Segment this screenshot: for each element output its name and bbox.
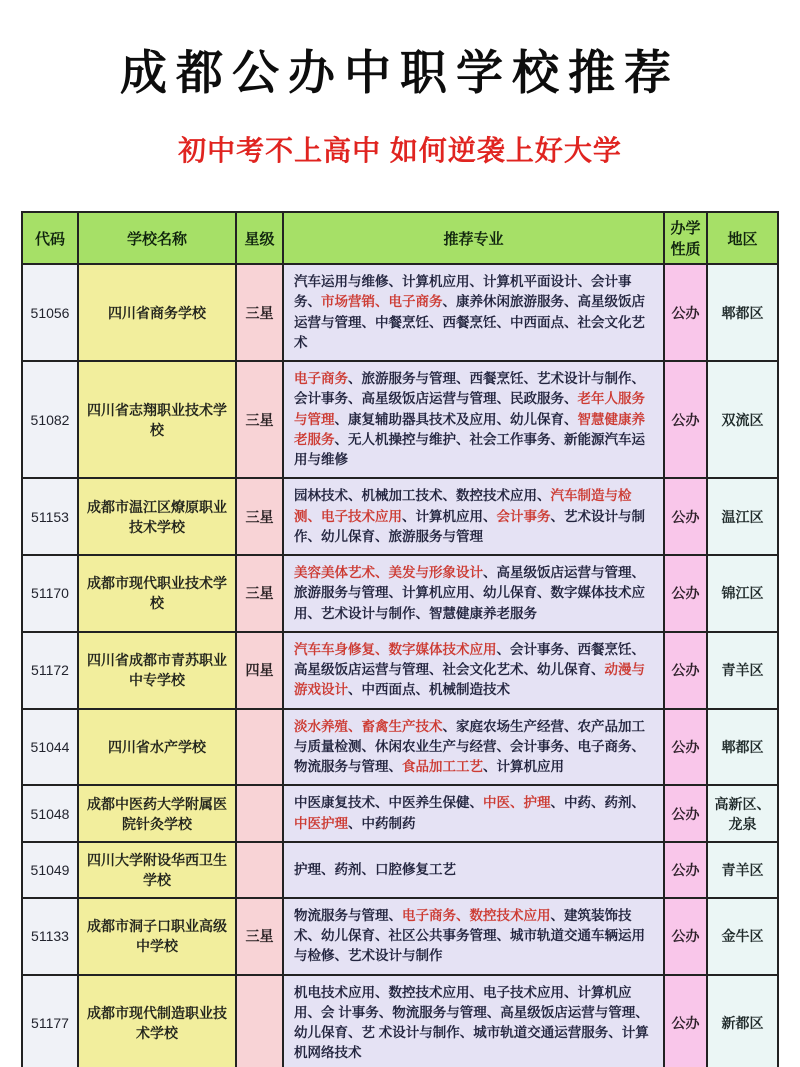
major-highlight-text: 电子商务 bbox=[294, 371, 348, 386]
nature-cell: 公办 bbox=[664, 555, 707, 632]
majors-cell bbox=[283, 975, 664, 1067]
school-name-cell: 成都市温江区燎原职业技术学校 bbox=[78, 478, 236, 555]
major-highlight-text: 智慧健康养老服务 bbox=[294, 411, 645, 447]
district-cell: 温江区 bbox=[707, 478, 778, 555]
district-cell: 锦江区 bbox=[707, 555, 778, 632]
table-row bbox=[22, 264, 778, 361]
major-highlight-text: 食品加工工艺 bbox=[402, 759, 483, 774]
nature-cell: 公办 bbox=[664, 842, 707, 898]
nature-cell: 公办 bbox=[664, 478, 707, 555]
column-header-code: 代码 bbox=[22, 212, 78, 264]
district-cell: 高新区、龙泉 bbox=[707, 785, 778, 842]
major-text: 、艺术设计与制作、幼儿保育、旅游服务与管理 bbox=[294, 508, 645, 544]
nature-cell: 公办 bbox=[664, 632, 707, 709]
table-row bbox=[22, 975, 778, 1067]
major-text: 汽车运用与维修、计算机应用、计算机平面设计、会计事务、 bbox=[294, 274, 632, 310]
major-text: 、中药制药 bbox=[348, 815, 416, 831]
table-row bbox=[22, 478, 778, 555]
star-level-cell bbox=[236, 709, 283, 786]
majors-cell bbox=[283, 898, 664, 975]
major-text: 、康养休闲旅游服务、高星级饭店运营与管理、中餐烹饪、西餐烹饪、中西面点、社会文化艺术 bbox=[294, 294, 645, 350]
star-level-cell: 四星 bbox=[236, 632, 283, 709]
district-cell: 青羊区 bbox=[707, 842, 778, 898]
major-highlight-text: 会计事务 bbox=[496, 508, 551, 524]
school-code-cell: 51170 bbox=[22, 555, 78, 632]
district-cell: 金牛区 bbox=[707, 898, 778, 975]
star-level-cell bbox=[236, 842, 283, 898]
table-row bbox=[22, 842, 778, 898]
major-highlight-text: 汽车车身修复、数字媒体技术应用 bbox=[294, 641, 497, 657]
school-name-cell: 四川省水产学校 bbox=[78, 709, 236, 786]
major-text: 、康复辅助器具技术及应用、幼儿保育、 bbox=[334, 411, 578, 427]
star-level-cell: 三星 bbox=[236, 264, 283, 361]
school-code-cell: 51082 bbox=[22, 361, 78, 478]
school-code-cell: 51133 bbox=[22, 898, 78, 975]
school-name-cell: 四川大学附设华西卫生学校 bbox=[78, 842, 236, 898]
nature-cell: 公办 bbox=[664, 361, 707, 478]
table-header-row bbox=[22, 212, 778, 264]
majors-cell bbox=[283, 842, 664, 898]
school-name-cell: 成都市洞子口职业高级中学校 bbox=[78, 898, 236, 975]
major-text: 、家庭农场生产经营、农产品加工与质量检测、休闲农业生产与经营、会计事务、电子商务、物流服务与管理、 bbox=[294, 718, 645, 774]
major-highlight-text: 电子商务、数控技术应用 bbox=[402, 907, 551, 923]
district-cell: 双流区 bbox=[707, 361, 778, 478]
star-level-cell: 三星 bbox=[236, 361, 283, 478]
school-code-cell: 51172 bbox=[22, 632, 78, 709]
school-name-cell: 成都市现代职业技术学校 bbox=[78, 555, 236, 632]
majors-cell bbox=[283, 709, 664, 786]
school-code-cell: 51056 bbox=[22, 264, 78, 361]
nature-cell: 公办 bbox=[664, 785, 707, 842]
district-cell: 郫都区 bbox=[707, 264, 778, 361]
major-highlight-text: 汽车制造与检测、电子技术应用 bbox=[294, 488, 632, 524]
table-row bbox=[22, 785, 778, 842]
majors-cell bbox=[283, 555, 664, 632]
school-name-cell: 成都中医药大学附属医院针灸学校 bbox=[78, 785, 236, 842]
school-code-cell: 51177 bbox=[22, 975, 78, 1067]
star-level-cell bbox=[236, 785, 283, 842]
nature-cell: 公办 bbox=[664, 898, 707, 975]
nature-cell: 公办 bbox=[664, 264, 707, 361]
column-header-district: 地区 bbox=[707, 212, 778, 264]
major-text: 中医康复技术、中医养生保健、 bbox=[294, 795, 483, 811]
district-cell: 青羊区 bbox=[707, 632, 778, 709]
major-text: 园林技术、机械加工技术、数控技术应用、 bbox=[294, 488, 551, 504]
major-text: 、高星级饭店运营与管理、旅游服务与管理、计算机应用、幼儿保育、数字媒体技术应用、艺术设计与制作、智慧健康养老服务 bbox=[294, 565, 645, 621]
major-text: 、中西面点、机械制造技术 bbox=[348, 682, 510, 698]
school-name-cell: 四川省商务学校 bbox=[78, 264, 236, 361]
column-header-nature: 办学性质 bbox=[664, 212, 707, 264]
major-text: 、会计事务、西餐烹饪、高星级饭店运营与管理、社会文化艺术、幼儿保育、 bbox=[294, 641, 645, 677]
school-name-cell: 四川省志翔职业技术学校 bbox=[78, 361, 236, 478]
major-highlight-text: 中医、护理 bbox=[483, 795, 551, 811]
major-text: 机电技术应用、数控技术应用、电子技术应用、计算机应用、会 计事务、物流服务与管理、高星级饭店运营与管理、幼儿保育、艺 术设计与制作、城市轨道交通运营服务、计算机网络技术 bbox=[294, 984, 649, 1061]
star-level-cell: 三星 bbox=[236, 898, 283, 975]
major-text: 护理、药剂、口腔修复工艺 bbox=[294, 861, 456, 877]
school-name-cell: 四川省成都市青苏职业中专学校 bbox=[78, 632, 236, 709]
school-code-cell: 51153 bbox=[22, 478, 78, 555]
table-row bbox=[22, 555, 778, 632]
nature-cell: 公办 bbox=[664, 709, 707, 786]
star-level-cell bbox=[236, 975, 283, 1067]
school-name-cell: 成都市现代制造职业技术学校 bbox=[78, 975, 236, 1067]
majors-cell bbox=[283, 478, 664, 555]
school-code-cell: 51048 bbox=[22, 785, 78, 842]
major-highlight-text: 动漫与游戏设计 bbox=[294, 662, 645, 698]
column-header-majors: 推荐专业 bbox=[283, 212, 664, 264]
major-text: 物流服务与管理、 bbox=[294, 907, 402, 923]
major-highlight-text: 市场营销、电子商务 bbox=[321, 294, 443, 310]
table-row bbox=[22, 709, 778, 786]
major-highlight-text: 老年人服务与管理 bbox=[294, 391, 645, 427]
star-level-cell: 三星 bbox=[236, 478, 283, 555]
majors-cell bbox=[283, 632, 664, 709]
major-highlight-text: 淡水养殖、畜禽生产技术 bbox=[294, 718, 443, 734]
district-cell: 新都区 bbox=[707, 975, 778, 1067]
major-text: 、旅游服务与管理、西餐烹饪、艺术设计与制作、会计事务、高星级饭店运营与管理、民政服务、 bbox=[294, 371, 645, 407]
column-header-star: 星级 bbox=[236, 212, 283, 264]
major-text: 、中药、药剂、 bbox=[550, 795, 645, 811]
table-row bbox=[22, 361, 778, 478]
major-text: 、计算机应用 bbox=[483, 759, 564, 774]
district-cell: 郫都区 bbox=[707, 709, 778, 786]
school-code-cell: 51049 bbox=[22, 842, 78, 898]
table-row bbox=[22, 632, 778, 709]
majors-cell bbox=[283, 264, 664, 361]
table-row bbox=[22, 898, 778, 975]
major-highlight-text: 中医护理 bbox=[294, 815, 348, 831]
major-text: 、建筑装饰技术、幼儿保育、社区公共事务管理、城市轨道交通车辆运用与检修、艺术设计与制作 bbox=[294, 907, 645, 964]
major-highlight-text: 美容美体艺术、美发与形象设计 bbox=[294, 565, 483, 580]
majors-cell bbox=[283, 361, 664, 478]
column-header-school: 学校名称 bbox=[78, 212, 236, 264]
star-level-cell: 三星 bbox=[236, 555, 283, 632]
page-title: 成都公办中职学校推荐 bbox=[120, 46, 680, 99]
majors-cell bbox=[283, 785, 664, 842]
major-text: 、无人机操控与维护、社会工作事务、新能源汽车运用与维修 bbox=[294, 431, 645, 467]
nature-cell: 公办 bbox=[664, 975, 707, 1067]
major-text: 、计算机应用、 bbox=[402, 508, 497, 524]
page-subtitle: 初中考不上高中 如何逆袭上好大学 bbox=[178, 135, 622, 166]
school-code-cell: 51044 bbox=[22, 709, 78, 786]
schools-table bbox=[21, 211, 779, 1067]
